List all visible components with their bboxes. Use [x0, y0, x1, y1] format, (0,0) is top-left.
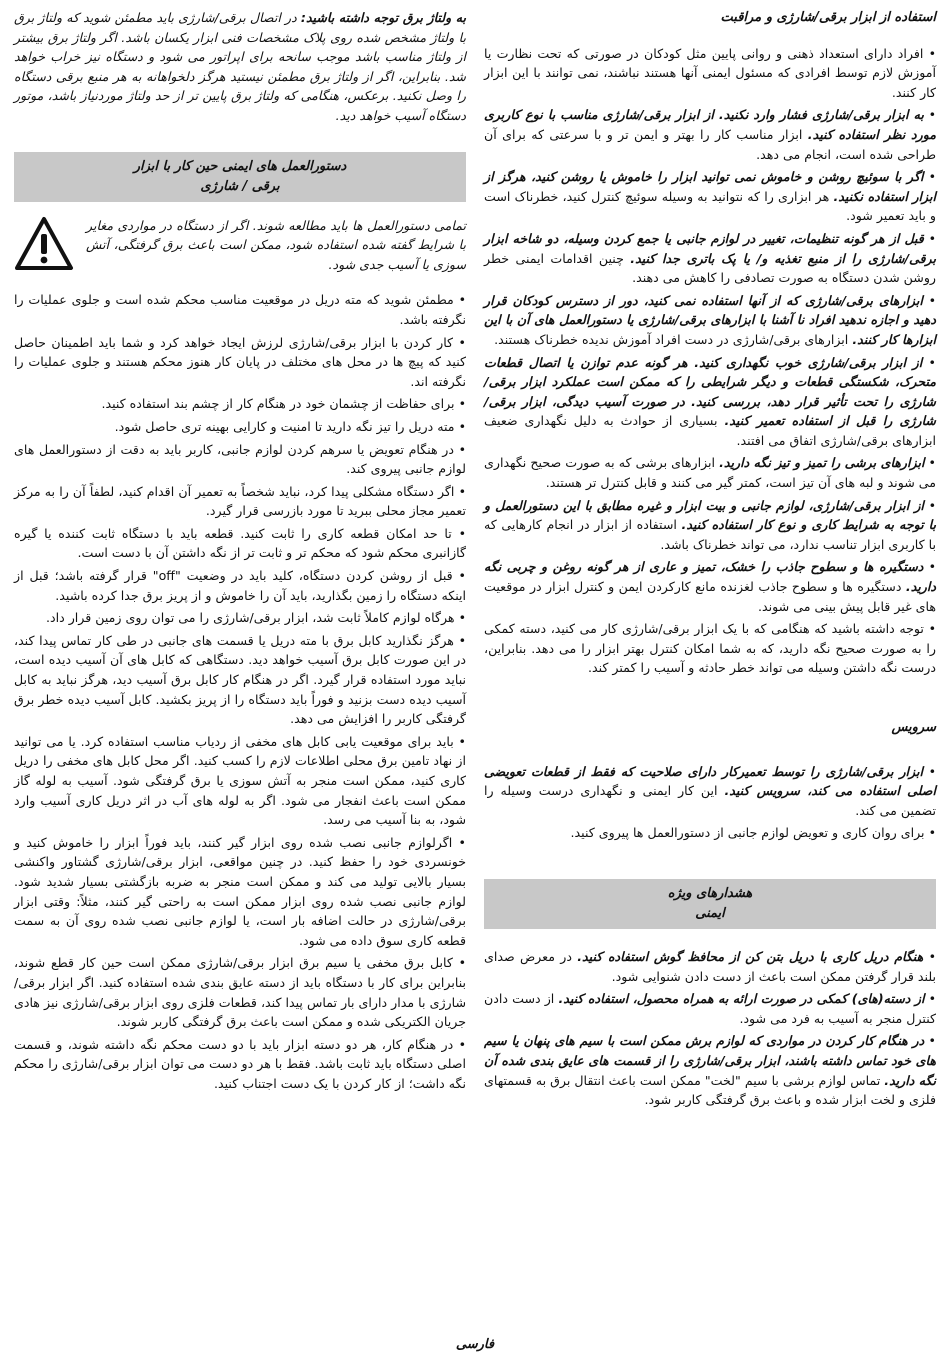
bullet-text: در هنگام کار، هر دو دسته ابزار باید با دو دست محکم نگه داشته شوند، و قسمت اصلی دستگاه باید ثابت باشد. فقط با هر دو دست می توان ابزار برقی/شارژی را محکم نگه داشت؛ از کار کردن با یک دست اجتناب کنید. [14, 1036, 466, 1091]
bullet-paragraph [484, 989, 936, 1028]
safety-instructions-list [14, 290, 466, 1093]
bullet-text: کابل برق مخفی یا سیم برق ابزار برقی/شارژی ممکن است حین کار قطع شوند، بنابراین برای کار با دستگاه باید از دسته عایق بندی شده استفاده کنید. اگر ابزار برقی/شارژی با مدار دارای بار تماس پیدا کند، قطعات فلزی روی ابزار برقی/شارژی نیز هادی جریان الکتریکی شده و ممکن است باعث برق گرفتگی کاربر شوند. [14, 955, 466, 1030]
bullet-paragraph [484, 557, 936, 616]
bullet-paragraph [484, 619, 936, 678]
bullet-paragraph [14, 833, 466, 951]
bullet-text: قبل از روشن کردن دستگاه، کلید باید در وضعیت "off" قرار گرفته باشد؛ قبل از اینکه دستگاه را زمین بگذارید، باید آن را خاموش و از پریز برق جدا کرده باشید. [14, 568, 466, 603]
bullet-bold-lead: دستگیره ها و سطوح جاذب را خشک، تمیز و عاری از هر گونه روغن و چربی نگه دارید. [484, 559, 936, 595]
bullet-text: تا حد امکان قطعه کاری را ثابت کنید. قطعه باید با دستگاه ثابت کننده یا گیره گازانبری محکم شود که محکم تر و ثابت تر از نگه داشتن آن با دست است. [14, 525, 466, 561]
special-warnings-title: هشدارهای ویژه [667, 885, 753, 901]
bullet-paragraph [14, 732, 466, 830]
bullet-paragraph [484, 167, 936, 226]
bullet-text: توجه داشته باشید که هنگامی که با یک ابزار برقی/شارژی کار می کنید، دسته کمکی را به صورت صحیح نگه دارید، که به شما امکان کنترل بهتر ابزار را می دهد. بنابراین، درست نگه داشتن وسیله می تواند خطر حادثه و آسیب را کمتر کند. [484, 621, 936, 676]
special-warnings-list [484, 947, 936, 1110]
bullet-text: ابزار مناسب کار را بهتر و ایمن تر و با سرعتی که برای آن طراحی شده است، انجام می دهد. [484, 126, 936, 162]
bullet-text: هرگاه لوازم کاملاً ثابت شد، ابزار برقی/شارژی را می توان روی زمین قرار داد. [46, 610, 455, 626]
bullet-text: چنین اقدامات ایمنی خطر روشن شدن دستگاه به صورت تصادفی را کاهش می دهند. [484, 250, 936, 286]
bullet-paragraph [14, 482, 466, 521]
page-language-footer: فارسی [455, 1337, 495, 1352]
bullet-text: دستگیره ها و سطوح جاذب لغزنده مانع کارکردن ایمن و کنترل ابزار در موقعیت های غیر قابل پیش بینی می شوند. [484, 579, 936, 614]
bullet-paragraph [484, 453, 936, 492]
bullet-text: استفاده از ابزار در انجام کارهایی که با کاربری ابزار تناسب ندارد، می تواند خطرناک باشد. [484, 517, 936, 552]
right-column [484, 8, 936, 1113]
bullet-text: در معرض صدای بلند قرار گرفتن ممکن است باعث از دست دادن شنوایی شود. [484, 948, 936, 984]
bullet-text: هر ابزاری را که نتوانید به وسیله سوئیچ کنترل کنید، خطرناک است و باید تعمیر شود. [484, 188, 936, 224]
bullet-bold-lead: ابزارهای برقی/شارژی که از آنها استفاده نمی کنید، دور از دسترس کودکان قرار دهید و اجازه ندهید افراد نا آشنا با ابزارهای برقی/شارژی یا دستورالعمل های آن با این ابزارها کار کنند. [484, 292, 936, 347]
usage-care-heading: استفاده از ابزار برقی/شارژی و مراقبت [720, 10, 936, 25]
bullet-text: ابزارهای برشی که به صورت صحیح نگهداری می شوند و لبه های آن تیز است، کمتر گیر می کنند و قابل کنترل تر هستند. [484, 455, 936, 491]
warning-triangle-icon [14, 216, 74, 272]
bullet-paragraph [14, 566, 466, 605]
bullet-paragraph [484, 823, 936, 843]
bullet-paragraph [484, 496, 936, 555]
bullet-paragraph [14, 953, 466, 1031]
bullet-text: اگرلوازم جانبی نصب شده روی ابزار گیر کنند، باید فوراً ابزار را خاموش کنید و خونسردی خود را حفظ کنید. در چنین مواقعی، ابزار برقی/شارژی گشتاور واکنشی بسیار بالایی تولید می کند و ممکن است منجر به ضربه بازگشتی بسیار شدید شود. لوازم جانبی نصب شده روی ابزار ممکن است به راحتی گیر کنند، مثلاً: وقتی ابزار برقی/شارژی در حالت اضافه بار است، یا لوازم جانبی نصب شده روی آن به سمت قطعه کاری سوق داده می شود. [14, 834, 466, 948]
bullet-paragraph [484, 1031, 936, 1109]
bullet-paragraph [14, 608, 466, 628]
bullet-paragraph [484, 229, 936, 288]
left-column [14, 8, 466, 1097]
bullet-paragraph [484, 762, 936, 821]
bullet-text: بسیاری از حوادث به دلیل نگهداری ضعیف ابزارهای برقی/شارژی اتفاق می افتند. [484, 413, 936, 448]
bullet-bold-lead: از ابزار برقی/شارژی خوب نگهداری کنید. هر گونه عدم توازن یا اتصال قطعات متحرک، شکستگی قطعات و دیگر شرایطی را که ممکن است عملکرد ابزار برقی/شارژی را تحت تأثیر قرار دهد، بررسی کنید. در صورت آسیب دیدگی، ابزار برقی/شارژی را قبل از استفاده تعمیر کنید. [484, 354, 936, 429]
bullet-bold-lead: به ابزار برقی/شارژی فشار وارد نکنید. از ابزار برقی/شارژی مناسب با نوع کاربری مورد نظر استفاده کنید. [484, 107, 936, 142]
bullet-paragraph [14, 394, 466, 414]
bullet-paragraph [14, 417, 466, 437]
service-heading: سرویس [891, 720, 936, 735]
bullet-text: کار کردن با ابزار برقی/شارژی لرزش ایجاد خواهد کرد و شما باید اطمینان حاصل کنید که پیچ ها در محل های مختلف در پایان کار هنوز محکم هستند و جلوی عملیات را نگرفته اند. [14, 334, 466, 389]
safety-instructions-subtitle: برقی / شارژی [200, 178, 280, 194]
general-warning-text: تمامی دستورالعمل ها باید مطالعه شوند. اگر از دستگاه در مواردی مغایر با شرایط گفته شده استفاده شود، ممکن است باعث برق گرفتگی، آتش سوزی یا آسیب جدی شود. [86, 217, 466, 272]
bullet-bold-lead: از ابزار برقی/شارژی، لوازم جانبی و بیت ابزار و غیره مطابق با این دستورالعمل و با توجه به شرایط کاری و نوع کار استفاده کنید. [484, 497, 936, 533]
general-warning [14, 216, 466, 275]
bullet-paragraph [484, 105, 936, 164]
bullet-text: مطمئن شوید که مته دریل در موقعیت مناسب محکم شده است و جلوی عملیات را نگرفته باشد. [14, 292, 466, 327]
bullet-paragraph [484, 947, 936, 986]
bullet-text: اگر دستگاه مشکلی پیدا کرد، نباید شخصاً به تعمیر آن اقدام کنید، لطفاً آن را به مرکز تعمیر مجاز محلی ببرید تا مورد بازرسی قرار گیرد. [14, 483, 466, 519]
bullet-text: ابزارهای برقی/شارژی در دست افراد آموزش ندیده خطرناک هستند. [494, 331, 849, 347]
voltage-note-text: در اتصال برقی/شارژی باید مطمئن شوید که ولتاژ برق با ولتاژ مشخص شده روی پلاک مشخصات فنی ابزار یکسان باشد. اگر ولتاژ برق بیشتر از ولتاژ مناسب باشد موجب سانحه برای اپراتور می شود و دستگاه نیز خراب خواهد شد. بنابراین، اگر از ولتاژ برق مطمئن نیستید هرگز دلخواهانه به هر منبع برقی دستگاه را وصل نکنید. برعکس، هنگامی که ولتاژ برق پایین تر از حد ولتاژ موردنیاز باشد، موتور دستگاه آسیب خواهد دید. [14, 10, 466, 123]
bullet-bold-lead: قبل از هر گونه تنظیمات، تغییر در لوازم جانبی یا جمع کردن وسیله، دو شاخه ابزار برقی/شارژی را از منبع تغذیه و/ یا پک باتری جدا کنید. [484, 230, 936, 266]
bullet-bold-lead: از دسته(های) کمکی در صورت ارائه به همراه محصول، استفاده کنید. [558, 991, 925, 1007]
bullet-text: این کار ایمنی و نگهداری درست وسیله را تضمین می کند. [484, 783, 936, 818]
bullet-paragraph [484, 353, 936, 451]
usage-care-list [484, 44, 936, 678]
safety-instructions-title: دستورالعمل های ایمنی حین کار با ابزار [133, 158, 347, 174]
bullet-bold-lead: اگر با سوئیچ روشن و خاموش نمی توانید ابزار را خاموش یا روشن کنید، هرگز از ابزار استفاده نکنید. [484, 169, 936, 204]
special-warnings-box [484, 879, 936, 929]
service-list [484, 762, 936, 843]
bullet-text: در هنگام تعویض یا سرهم کردن لوازم جانبی، کاربر باید به دقت از دستورالعمل های لوازم جانبی پیروی کند. [14, 441, 466, 477]
bullet-paragraph [14, 1035, 466, 1094]
bullet-paragraph [14, 333, 466, 392]
bullet-text: هرگز نگذارید کابل برق با مته دریل یا قسمت های جانبی در طی کار تماس پیدا کند، در این صورت کابل برق آسیب خواهد دید. دستگاهی که کابل های آن آسیب دیده است، نباید مورد استفاده قرار گیرد. اگر در هنگام کار کابل برق آسیب دید، هرگز نباید به کابل آسیب دیده دست بزنید و فوراً باید دستگاه را از پریز بکشید. کابل آسیب دیده خطر برق گرفتگی کاربر را افزایش می دهد. [14, 632, 466, 727]
bullet-text: مته دریل را تیز نگه دارید تا امنیت و کارایی بهینه تری حاصل شود. [114, 418, 455, 434]
bullet-text: برای حفاظت از چشمان خود در هنگام کار از چشم بند استفاده کنید. [101, 396, 455, 412]
bullet-bold-lead: ابزارهای برشی را تمیز و تیز نگه دارید. [719, 455, 925, 471]
bullet-paragraph [484, 291, 936, 350]
bullet-text: تماس لوازم برشی با سیم "لخت" ممکن است باعث انتقال برق به قسمتهای فلزی و لخت ابزار شده و باعث برق گرفتگی کاربر شود. [484, 1072, 936, 1108]
voltage-note-lead: به ولتاژ برق توجه داشته باشید: [300, 10, 466, 25]
bullet-text: افراد دارای استعداد ذهنی و روانی پایین مثل کودکان در صورتی که تحت نظارت یا آموزش لازم توسط افرادی که مسئول ایمنی آنها هستند نباشند، نمی توانند با این ابزار کار کنند. [484, 45, 936, 100]
bullet-text: از دست دادن کنترل منجر به آسیب به فرد می شود. [484, 991, 936, 1026]
bullet-paragraph [484, 44, 936, 103]
special-warnings-subtitle: ایمنی [695, 905, 725, 921]
bullet-paragraph [14, 290, 466, 329]
voltage-note [14, 8, 466, 126]
bullet-paragraph [14, 631, 466, 729]
bullet-text: برای روان کاری و تعویض لوازم جانبی از دستورالعمل ها پیروی کنید. [570, 825, 925, 841]
bullet-paragraph [14, 440, 466, 479]
bullet-text: باید برای موقعیت یابی کابل های مخفی از ردیاب مناسب استفاده کرد. یا می توانید از نهاد تامین برق محلی اطلاعات لازم را کسب کنید. اگر محل کابل های مخفی را دریل کاری کنید، ممکن است منجر به آتش سوزی یا برق گرفتگی شود. آسیب به لوله گاز ممکن است باعث انفجار می شود. اگر به لوله های آب در اثر دریل کاری آسیب وارد شود، به بنا آسیب می رسد. [14, 733, 466, 828]
bullet-paragraph [14, 524, 466, 563]
bullet-bold-lead: هنگام دریل کاری با دریل بتن کن از محافظ گوش استفاده کنید. [577, 948, 924, 964]
safety-instructions-box [14, 152, 466, 202]
bullet-bold-lead: در هنگام کار کردن در مواردی که لوازم برش ممکن است با سیم های پنهان یا سیم های خود تماس داشته باشند، ابزار برقی/شارژی را از قسمت های عایق بندی شده آن نگه دارید. [484, 1033, 936, 1088]
bullet-bold-lead: ابزار برقی/شارژی را توسط تعمیرکار دارای صلاحیت که فقط از قطعات تعویضی اصلی استفاده می کند، سرویس کنید. [484, 763, 936, 799]
